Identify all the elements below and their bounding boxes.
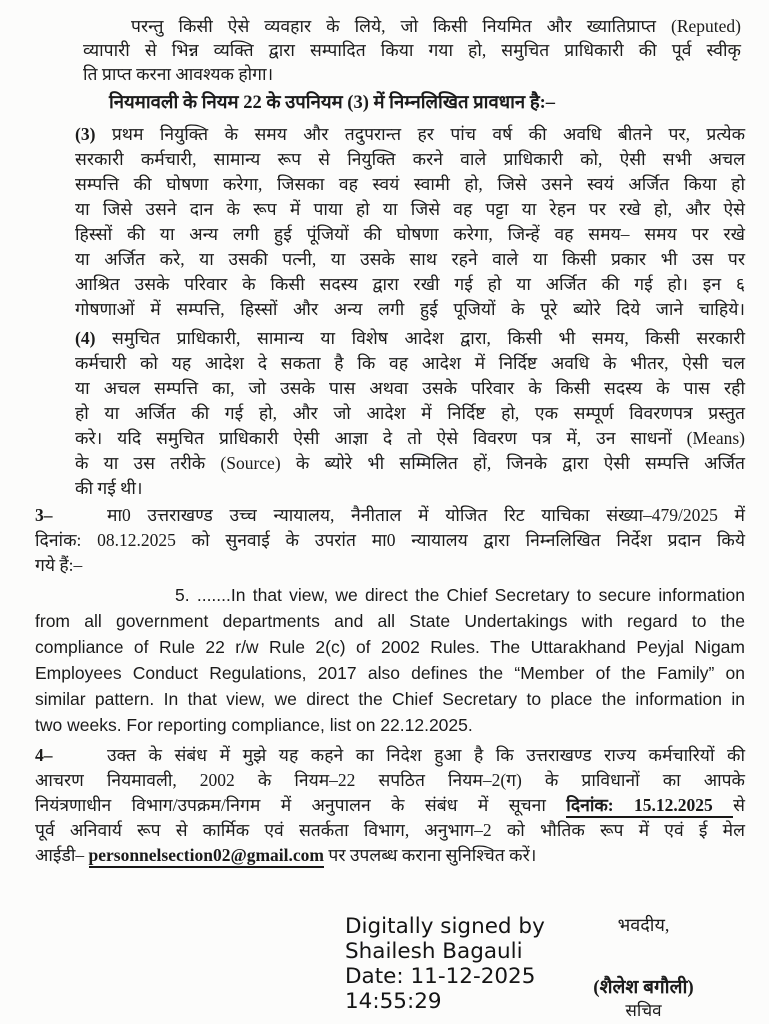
clause-4-marker: (4)	[75, 328, 96, 348]
item-4-line3-pre: नियंत्रणाधीन विभाग/उपक्रम/निगम में अनुपालन के संबंध में सूचना	[35, 795, 567, 815]
item-4-paragraph	[35, 743, 745, 868]
item-3-body	[35, 528, 745, 578]
text-line: आश्रित उसके परिवार के किसी सदस्य द्वारा रखी गई हो या अर्जित की गई हो। इन ६	[75, 274, 745, 294]
clause-3-body	[75, 147, 745, 322]
text-line: from all government departments and all State Undertakings with regard to the	[35, 611, 745, 631]
text-line: व्यापारी से भिन्न व्यक्ति द्वारा सम्पादित किया गया हो, समुचित प्राधिकारी की पूर्व स्वीकृ	[83, 40, 741, 60]
text-line	[35, 793, 745, 818]
signatory-block	[556, 914, 731, 1022]
signature-block	[35, 914, 745, 1022]
text-line: two weeks. For reporting compliance, list on 22.12.2025.	[35, 715, 473, 735]
clause-4-line1: समुचित प्राधिकारी, सामान्य या विशेष आदेश द्वारा, किसी भी समय, किसी सरकारी	[112, 328, 745, 348]
court-order-quote-body	[35, 608, 745, 738]
text-line: कर्मचारी को यह आदेश दे सकता है कि वह आदेश में निर्दिष्ट अवधि के भीतर, ऐसी चल	[75, 353, 745, 373]
text-line: 14:55:29	[345, 989, 442, 1014]
text-line: हो या अर्जित की गई हो, और जो आदेश में निर्दिष्ट हो, एक सम्पूर्ण विवरणपत्र प्रस्तुत	[75, 403, 745, 423]
text-line: गोषणाओं में सम्पत्ति, हिस्सों और अन्य लगी हुई पूजियों के पूरे ब्योरे दिये जाने चाहिये।	[75, 299, 745, 319]
text-line: के या उस तरीके (Source) के ब्योरे भी सम्मिलित हों, जिनके द्वारा ऐसी सम्पत्ति अर्जित	[75, 453, 745, 473]
text-line: सरकारी कर्मचारी, सामान्य रूप से नियुक्ति करने वाले प्राधिकारी को, ऐसी सभी अचल	[75, 149, 745, 169]
item-3-number: 3–	[35, 505, 53, 525]
text-line: करे। यदि समुचित प्राधिकारी ऐसी आज्ञा दे तो ऐसे विवरण पत्र में, उन साधनों (Means)	[75, 428, 745, 448]
text-line	[75, 326, 745, 351]
closing-salutation: भवदीय,	[617, 915, 670, 935]
court-order-quote	[35, 582, 745, 738]
item-4-line5-post: पर उपलब्ध कराना सुनिश्चित करें।	[324, 845, 537, 865]
text-line: सम्पत्ति की घोषणा करेगा, जिसका वह स्वयं स्वामी हो, जिसे उसने स्वयं अर्जित किया हो	[75, 174, 745, 194]
clause-3-line1: प्रथम नियुक्ति के समय और तदुपरान्त हर पांच वर्ष की अवधि बीतने पर, प्रत्येक	[111, 124, 746, 144]
text-line	[35, 743, 745, 768]
item-3-paragraph	[35, 503, 745, 578]
digital-signature-text	[345, 914, 545, 1014]
text-line: similar pattern. In that view, we direct the Chief Secretary to place the information in	[35, 689, 745, 709]
text-line: दिनांक: 08.12.2025 को सुनवाई के उपरांत मा0 न्यायालय द्वारा निम्नलिखित निर्देश प्रदान किये	[35, 530, 745, 550]
text-line	[35, 503, 745, 528]
item-4-line1: उक्त के संबंध में मुझे यह कहने का निदेश हुआ है कि उत्तराखण्ड राज्य कर्मचारियों की	[107, 745, 745, 765]
email-link[interactable]: personnelsection02@gmail.com	[89, 845, 325, 868]
item-4-line5-pre: आईडी–	[35, 845, 89, 865]
text-line: परन्तु किसी ऐसे व्यवहार के लिये, जो किसी नियमित और ख्यातिप्राप्त (Reputed)	[131, 16, 741, 36]
item-4-line3-post: से	[733, 795, 745, 815]
item-3-line1: मा0 उत्तराखण्ड उच्च न्यायालय, नैनीताल में योजित रिट याचिका संख्या–479/2025 में	[107, 505, 745, 525]
text-line: Date: 11-12-2025	[345, 964, 536, 989]
clause-3-marker: (3)	[75, 124, 96, 144]
text-line: आचरण नियमावली, 2002 के नियम–22 सपठित नियम–2(ग) के प्राविधानों का आपके	[35, 770, 745, 790]
deadline-date: दिनांक: 15.12.2025	[566, 795, 733, 818]
item-4-number: 4–	[35, 745, 53, 765]
rule-22-heading: नियमावली के नियम 22 के उपनियम (3) में निम्नलिखित प्रावधान है:–	[109, 93, 556, 113]
text-line: Shailesh Bagauli	[345, 939, 523, 964]
text-line: Employees Conduct Regulations, 2017 also defines the “Member of the Family” on	[35, 663, 745, 683]
text-line: हिस्सों की या अन्य लगी हुई पूंजियों की घोषणा करेगा, जिन्हें वह समय– समय पर रखे	[75, 224, 745, 244]
text-line: या अर्जित करे, या उसकी पत्नी, या उसके साथ रहने वाले या किसी प्रकार भी उस पर	[75, 249, 745, 269]
text-line	[35, 843, 745, 868]
text-line: 5. .......In that view, we direct the Chief Secretary to secure information	[175, 585, 745, 605]
signatory-designation: सचिव	[625, 1001, 662, 1020]
clause-3-paragraph	[75, 122, 745, 322]
text-line: ति प्राप्त करना आवश्यक होगा।	[83, 64, 274, 84]
text-line: Digitally signed by	[345, 914, 545, 939]
text-line: या अचल सम्पत्ति का, जो उसके पास अथवा उसके परिवार के किसी सदस्य के पास रही	[75, 378, 745, 398]
text-line: compliance of Rule 22 r/w Rule 2(c) of 2002 Rules. The Uttarakhand Peyjal Nigam	[35, 637, 745, 657]
text-line	[75, 122, 745, 147]
text-line: पूर्व अनिवार्य रूप से कार्मिक एवं सतर्कता विभाग, अनुभाग–2 को भौतिक रूप में एवं ई मेल	[35, 820, 745, 840]
text-line: की गई थी।	[75, 478, 143, 498]
clause-4-paragraph	[75, 326, 745, 501]
signatory-name: (शैलेश बगौली)	[593, 977, 694, 998]
text-line: गये हैं:–	[35, 555, 83, 575]
text-line: या जिसे उसने दान के रूप में पाया हो या जिसे वह पट्टा या रेहन पर रखे हो, और ऐसे	[75, 199, 745, 219]
clause-4-body	[75, 351, 745, 501]
intro-paragraph	[83, 14, 741, 86]
